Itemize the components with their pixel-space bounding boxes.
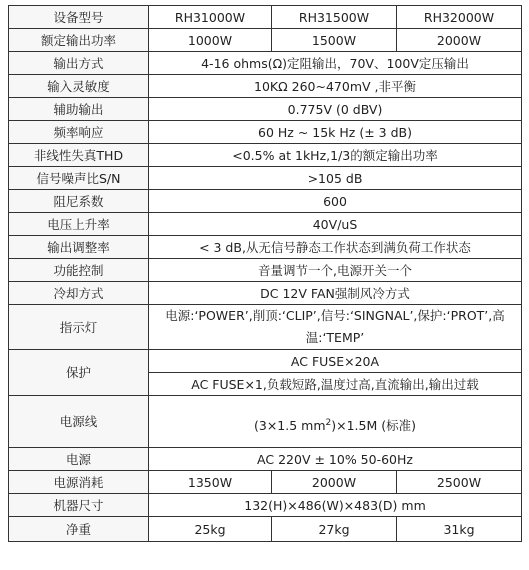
value-cell: 0.775V (0 dBV) [149,98,522,121]
power-cord-superscript: 2 [325,417,332,428]
row-regulation [9,236,522,259]
row-label: 输出调整率 [9,236,149,259]
row-thd [9,144,522,167]
row-label: 阻尼系数 [9,190,149,213]
row-protection [9,350,522,373]
row-label: 辅助输出 [9,98,149,121]
row-consumption [9,471,522,494]
value-cell: AC FUSE×20A [149,350,522,373]
value-cell: 2000W [397,29,522,52]
row-label: 功能控制 [9,259,149,282]
value-cell: 2500W [397,471,522,494]
row-label: 信号噪声比S/N [9,167,149,190]
value-cell: 2000W [272,471,397,494]
value-cell: 31kg [397,517,522,542]
row-power-supply [9,448,522,471]
row-slew-rate [9,213,522,236]
model-cell: RH32000W [397,6,522,29]
value-cell: DC 12V FAN强制风冷方式 [149,282,522,305]
model-cell: RH31000W [149,6,272,29]
row-damping [9,190,522,213]
value-cell: 音量调节一个,电源开关一个 [149,259,522,282]
row-label: 非线性失真THD [9,144,149,167]
row-indicators [9,305,522,350]
value-cell: 1000W [149,29,272,52]
value-cell [149,396,522,448]
row-label: 输入灵敏度 [9,75,149,98]
row-dimensions [9,494,522,517]
row-controls [9,259,522,282]
value-cell: >105 dB [149,167,522,190]
row-label: 电源消耗 [9,471,149,494]
row-input-sensitivity [9,75,522,98]
value-cell: <0.5% at 1kHz,1/3的额定输出功率 [149,144,522,167]
row-label: 电源 [9,448,149,471]
row-label: 电压上升率 [9,213,149,236]
value-cell: 132(H)×486(W)×483(D) mm [149,494,522,517]
row-power-cord [9,396,522,448]
value-cell: 600 [149,190,522,213]
value-cell: 27kg [272,517,397,542]
value-cell: 60 Hz ~ 15k Hz (± 3 dB) [149,121,522,144]
value-cell: AC FUSE×1,负载短路,温度过高,直流输出,输出过载 [149,373,522,396]
row-label: 保护 [9,350,149,396]
row-label: 机器尺寸 [9,494,149,517]
row-label: 额定输出功率 [9,29,149,52]
power-cord-text: )×1.5M (标准) [331,418,416,433]
row-label: 设备型号 [9,6,149,29]
row-cooling [9,282,522,305]
row-weight [9,517,522,542]
value-cell: AC 220V ± 10% 50-60Hz [149,448,522,471]
row-label: 指示灯 [9,305,149,350]
model-cell: RH31500W [272,6,397,29]
value-cell: 10KΩ 260~470mV ,非平衡 [149,75,522,98]
value-cell: 1350W [149,471,272,494]
row-snr [9,167,522,190]
row-model [9,6,522,29]
row-freq-response [9,121,522,144]
spec-table [8,5,522,542]
row-rated-power [9,29,522,52]
value-cell: 40V/uS [149,213,522,236]
row-output-mode [9,52,522,75]
row-aux-output [9,98,522,121]
value-cell: 25kg [149,517,272,542]
row-label: 电源线 [9,396,149,448]
value-cell: 1500W [272,29,397,52]
row-label: 冷却方式 [9,282,149,305]
value-cell: 4-16 ohms(Ω)定阻输出，70V、100V定压输出 [149,52,522,75]
value-cell: < 3 dB,从无信号静态工作状态到满负荷工作状态 [149,236,522,259]
row-label: 输出方式 [9,52,149,75]
row-label: 净重 [9,517,149,542]
power-cord-text: (3×1.5 mm [254,418,326,433]
value-cell: 电源:‘POWER’,削顶:‘CLIP’,信号:‘SINGNAL’,保护:‘PROT’,高温:‘TEMP’ [149,305,522,350]
row-label: 频率响应 [9,121,149,144]
